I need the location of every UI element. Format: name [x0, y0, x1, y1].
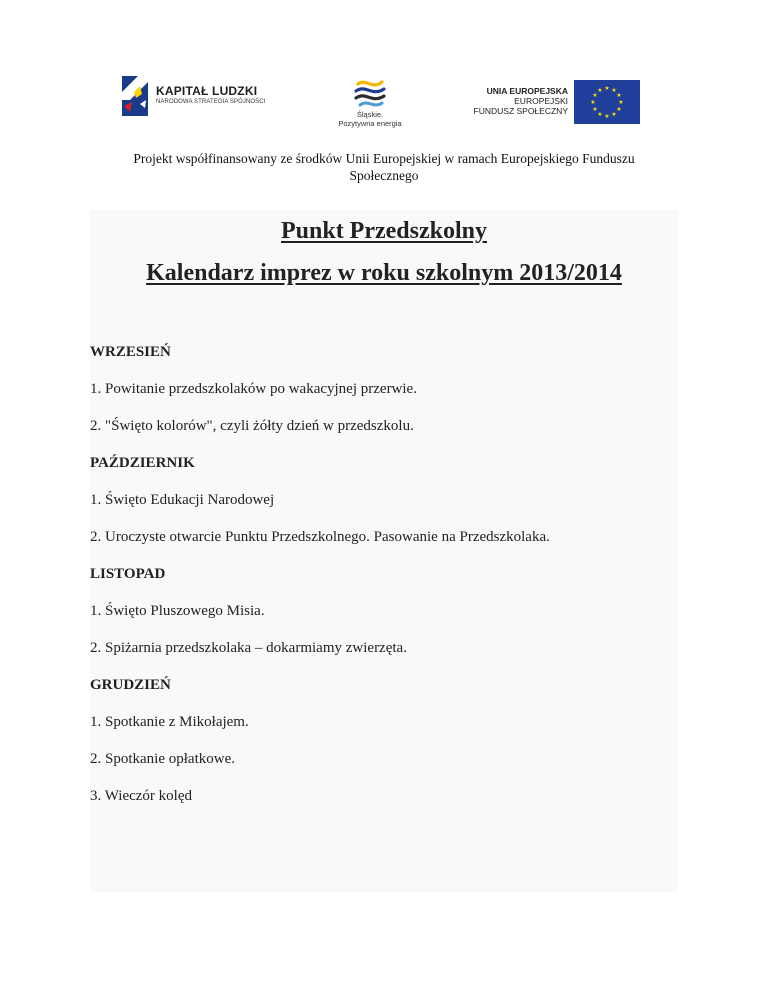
calendar-list	[90, 342, 678, 823]
logo-bar	[0, 0, 768, 140]
page-title: Punkt Przedszkolny	[280, 218, 487, 244]
slaskie-name: Śląskie.	[356, 110, 384, 119]
event-item: 2. Spotkanie opłatkowe.	[90, 751, 235, 767]
svg-text:★: ★	[618, 99, 624, 106]
month-heading: PAŹDZIERNIK	[90, 455, 195, 471]
month-heading: GRUDZIEŃ	[90, 677, 171, 693]
kapital-ludzki-subtitle: NARODOWA STRATEGIA SPÓJNOŚCI	[156, 99, 266, 105]
eu-logo	[470, 80, 640, 124]
kapital-ludzki-title: KAPITAŁ LUDZKI	[156, 84, 258, 98]
funding-statement	[60, 150, 708, 184]
svg-text:★: ★	[611, 87, 617, 94]
eu-fund-line1: EUROPEJSKI	[514, 96, 568, 106]
funding-line-2: Społecznego	[349, 168, 419, 183]
svg-text:★: ★	[604, 113, 610, 120]
month-heading: LISTOPAD	[90, 566, 166, 582]
svg-text:★: ★	[592, 106, 598, 113]
calendar-panel	[90, 210, 678, 892]
event-item: 2. "Święto kolorów", czyli żółty dzień w przedszkolu.	[90, 418, 414, 434]
svg-text:★: ★	[597, 111, 603, 118]
event-item: 1. Powitanie przedszkolaków po wakacyjnej przerwie.	[90, 381, 417, 397]
month-heading: WRZESIEŃ	[90, 344, 171, 360]
svg-text:★: ★	[597, 87, 603, 94]
eu-text	[474, 86, 568, 116]
funding-line-1: Projekt współfinansowany ze środków Unii Europejskiej w ramach Europejskiego Funduszu	[133, 151, 635, 166]
slaskie-logo	[325, 78, 415, 134]
eu-flag-icon	[574, 80, 640, 124]
slaskie-waves-icon	[352, 78, 388, 108]
svg-text:★: ★	[590, 99, 596, 106]
event-item: 3. Wieczór kolęd	[90, 788, 192, 804]
event-item: 2. Spiżarnia przedszkolaka – dokarmiamy zwierzęta.	[90, 640, 407, 656]
calendar-title: Kalendarz imprez w roku szkolnym 2013/2014	[146, 260, 622, 286]
kapital-ludzki-emblem-icon	[118, 72, 152, 120]
svg-text:★: ★	[592, 92, 598, 99]
slaskie-tagline: Pozytywna energia	[338, 119, 402, 128]
event-item: 1. Święto Pluszowego Misia.	[90, 603, 265, 619]
event-item: 1. Święto Edukacji Narodowej	[90, 492, 275, 508]
eu-name: UNIA EUROPEJSKA	[486, 86, 568, 96]
svg-text:★: ★	[611, 111, 617, 118]
kapital-ludzki-logo	[118, 72, 268, 122]
svg-text:★: ★	[616, 92, 622, 99]
eu-fund-line2: FUNDUSZ SPOŁECZNY	[473, 106, 568, 116]
svg-text:★: ★	[604, 85, 610, 92]
svg-text:★: ★	[616, 106, 622, 113]
event-item: 1. Spotkanie z Mikołajem.	[90, 714, 249, 730]
event-item: 2. Uroczyste otwarcie Punktu Przedszkolnego. Pasowanie na Przedszkolaka.	[90, 529, 550, 545]
